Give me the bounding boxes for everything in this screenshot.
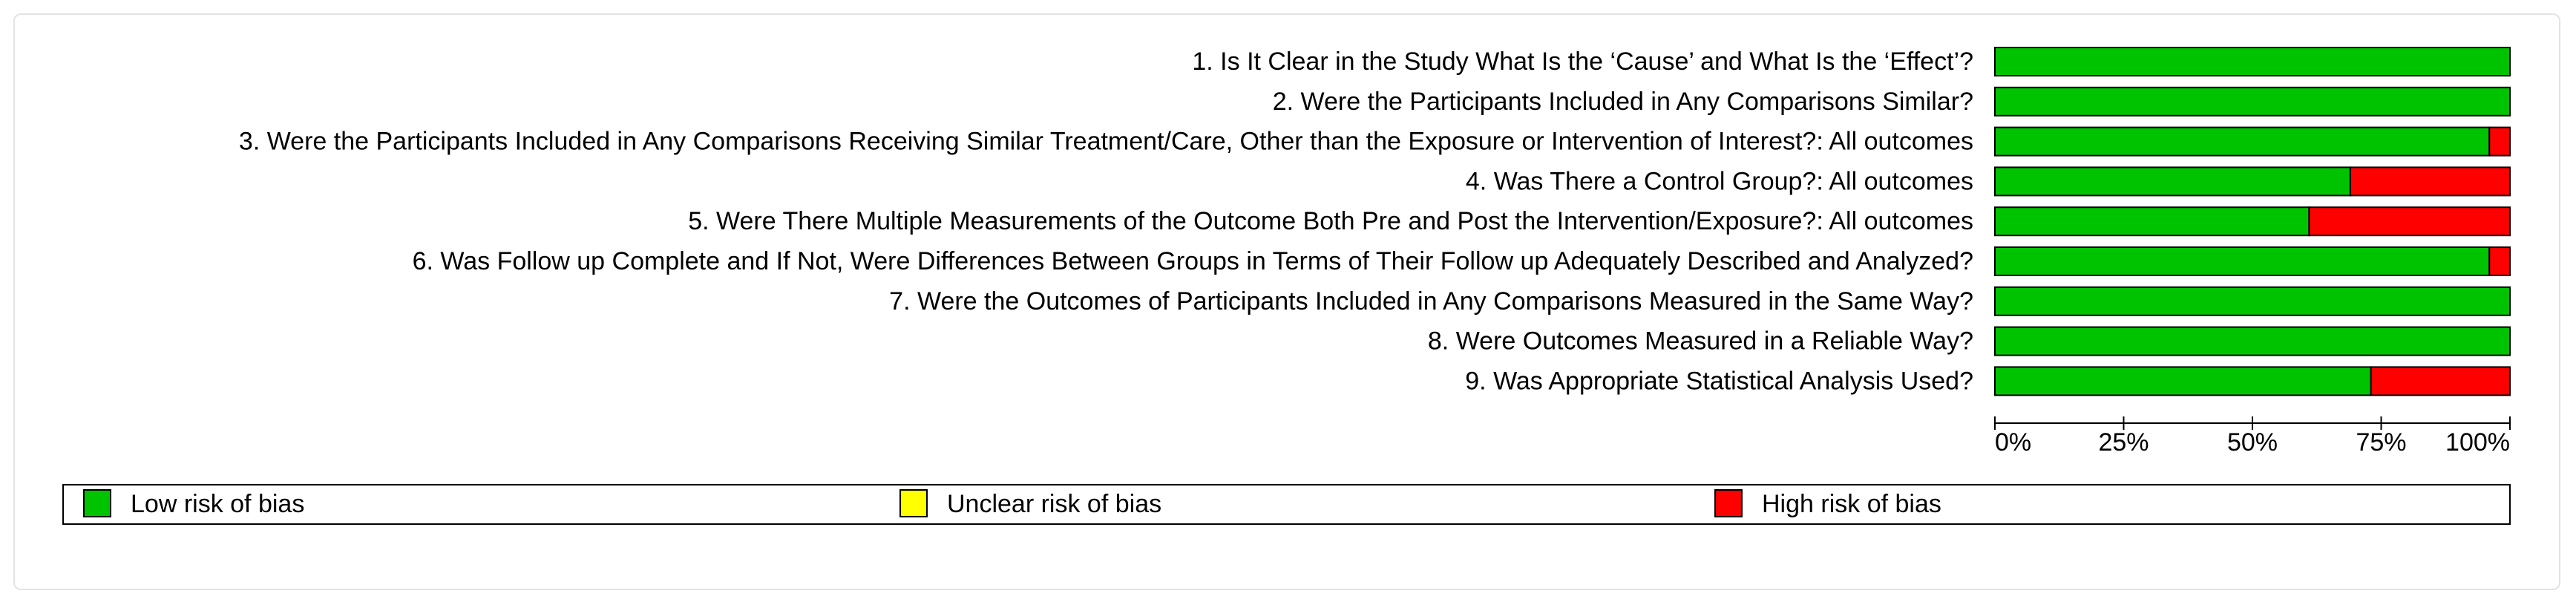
category-label: 5. Were There Multiple Measurements of the Outcome Both Pre and Post the Intervention/Exposure?: All outcomes [688,207,1973,236]
bar-segment [2309,207,2510,235]
category-label: 1. Is It Clear in the Study What Is the ‘Cause’ and What Is the ‘Effect’? [1192,48,1973,76]
category-label: 9. Was Appropriate Statistical Analysis Used? [1465,367,1973,396]
category-label: 8. Were Outcomes Measured in a Reliable Way? [1427,327,1973,356]
legend-swatch [1715,490,1742,517]
x-tick-label: 50% [2226,428,2278,457]
bar-segment [1995,287,2510,315]
legend-label: Low risk of bias [131,490,305,518]
bar-segment [2350,167,2510,195]
bar-segment [1995,207,2309,235]
x-tick-label: 0% [1995,428,2032,457]
x-tick-label: 25% [2098,428,2149,457]
bar-segment [2371,367,2510,395]
x-tick-label: 100% [2445,428,2510,457]
category-label: 7. Were the Outcomes of Participants Included in Any Comparisons Measured in the Same Way? [889,287,1973,315]
legend-swatch [900,490,927,517]
bar-segment [1995,128,2489,156]
bar-segment [1995,367,2371,395]
bar-segment [1995,167,2350,195]
category-label: 3. Were the Participants Included in Any Comparisons Receiving Similar Treatment/Care, Other than the Exposure or Intervention of Interest?: All outcomes [238,127,1973,156]
legend-box [63,485,2510,524]
category-label: 4. Was There a Control Group?: All outcomes [1465,167,1973,196]
legend-swatch [84,490,111,517]
bar-segment [1995,327,2510,356]
x-tick-label: 75% [2356,428,2407,457]
legend-label: Unclear risk of bias [947,490,1162,518]
category-label: 2. Were the Participants Included in Any Comparisons Similar? [1272,87,1973,116]
bar-segment [1995,88,2510,116]
bar-segment [2489,247,2510,275]
category-label: 6. Was Follow up Complete and If Not, Were Differences Between Groups in Terms of Their Follow up Adequately Described and Analyzed? [412,247,1973,275]
legend-label: High risk of bias [1762,490,1941,518]
bar-segment [1995,48,2510,76]
bar-segment [2489,128,2510,156]
bar-segment [1995,247,2489,275]
